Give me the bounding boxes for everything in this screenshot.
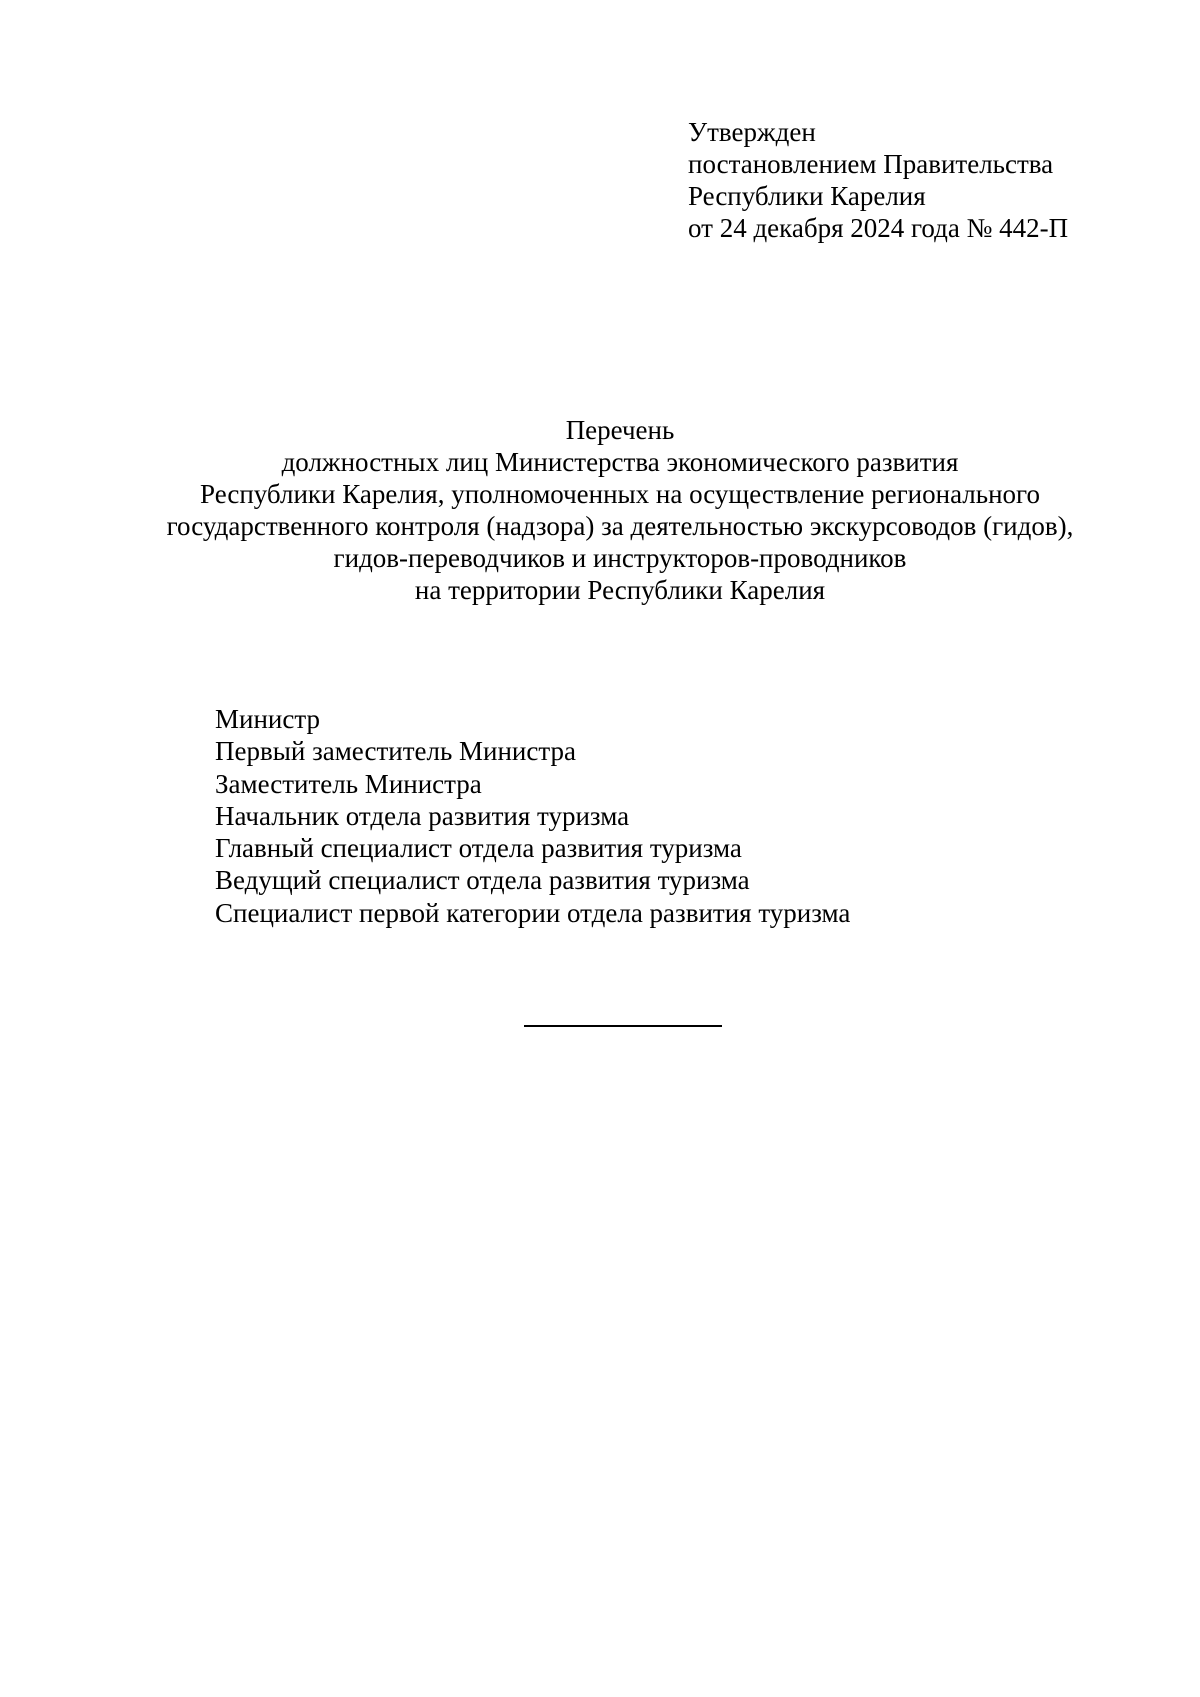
- title-line: на территории Республики Карелия: [414, 575, 826, 605]
- approval-line: Утвержден: [688, 117, 816, 147]
- list-item: Заместитель Министра: [215, 768, 482, 799]
- title-heading: Перечень: [565, 415, 675, 445]
- positions-list: [215, 703, 850, 929]
- list-item: Министр: [215, 704, 320, 734]
- title-line: государственного контроля (надзора) за деятельностью экскурсоводов (гидов),: [166, 511, 1074, 541]
- list-item: Первый заместитель Министра: [215, 736, 576, 767]
- list-item: Ведущий специалист отдела развития туризма: [215, 865, 750, 896]
- approval-line: Республики Карелия: [688, 181, 926, 211]
- title-line: должностных лиц Министерства экономического развития: [281, 447, 959, 477]
- list-item: Главный специалист отдела развития туризма: [215, 833, 742, 864]
- approval-stamp: [688, 116, 1068, 244]
- title-line: гидов-переводчиков и инструкторов-проводников: [333, 543, 907, 573]
- end-separator-line: [524, 1025, 722, 1027]
- approval-line: постановлением Правительства: [688, 149, 1054, 179]
- document-title: [0, 414, 1200, 606]
- list-item: Начальник отдела развития туризма: [215, 800, 630, 831]
- list-item: Специалист первой категории отдела развития туризма: [215, 897, 851, 928]
- approval-date-line: от 24 декабря 2024 года № 442-П: [688, 213, 1069, 243]
- title-line: Республики Карелия, уполномоченных на осуществление регионального: [200, 479, 1040, 509]
